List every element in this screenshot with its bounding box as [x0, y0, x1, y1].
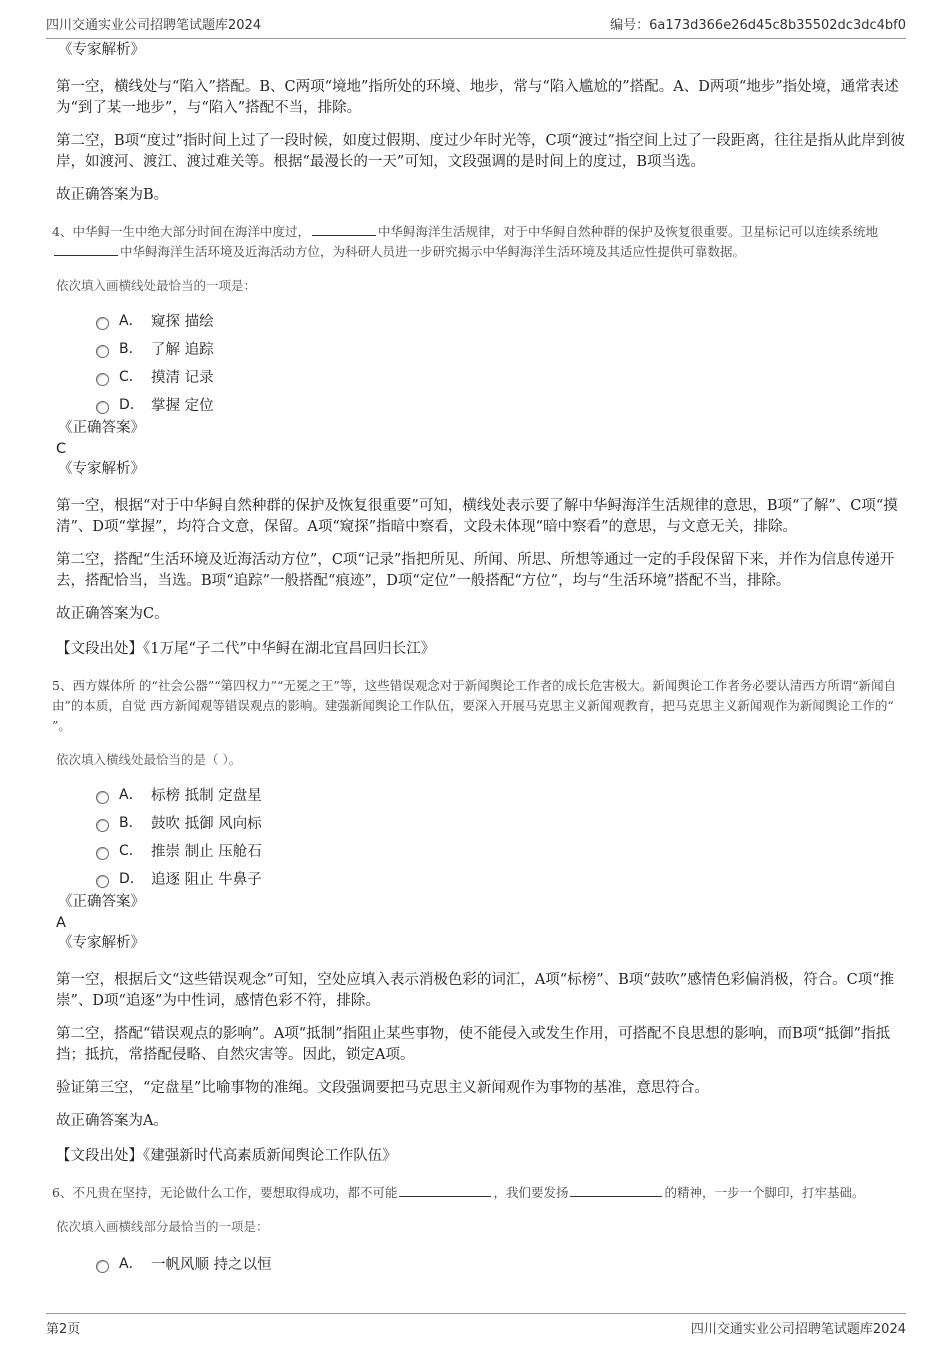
radio-icon[interactable]: [96, 373, 109, 386]
correct-answer: C: [56, 441, 67, 457]
option-text: 追逐 阻止 牛鼻子: [151, 871, 262, 888]
option-text: 标榜 抵制 定盘星: [151, 787, 262, 804]
option-d[interactable]: [96, 864, 906, 892]
option-a[interactable]: [96, 306, 906, 334]
option-b[interactable]: [96, 808, 906, 836]
question-5-text: 5、西方媒体所 的“社会公器”“第四权力”“无冕之王”等，这些错误观念对于新闻舆论工作者的成长危害极大。新闻舆论工作者务必要认清西方所谓“新闻自由”的本质，自觉 西方新闻观等错误观点的影响。建强新闻舆论工作队伍，要深入开展马克思主义新闻观教育，把马克思主义新闻观作为新闻舆论工作的“ ”。: [52, 678, 897, 733]
radio-icon[interactable]: [96, 875, 109, 888]
analysis-paragraph: 第二空，搭配“生活环境及近海活动方位”，C项“记录”指把所见、所闻、所思、所想等通过一定的手段保留下来，并作为信息传递开去，搭配恰当，当选。B项“追踪”一般搭配“痕迹”，D项“定位”一般搭配“方位”，均与“生活环境”搭配不当，排除。: [56, 552, 895, 589]
source-citation: 【文段出处】《1万尾“子二代”中华鲟在湖北宜昌回归长江》: [56, 641, 436, 657]
option-text: 推崇 制止 压舱石: [151, 843, 262, 860]
option-letter: B．: [119, 815, 143, 831]
expert-analysis-label: 《专家解析》: [58, 461, 145, 477]
correct-answer-label: 《正确答案》: [58, 894, 145, 910]
expert-analysis-label: 《专家解析》: [58, 935, 145, 951]
page-header: [46, 14, 906, 39]
source-citation: 【文段出处】《建强新时代高素质新闻舆论工作队伍》: [56, 1148, 397, 1164]
blank: [312, 223, 376, 236]
radio-icon[interactable]: [96, 791, 109, 804]
radio-icon[interactable]: [96, 819, 109, 832]
expert-analysis-label: 《专家解析》: [58, 42, 145, 58]
analysis-paragraph: 第二空，搭配“错误观点的影响”。A项“抵制”指阻止某些事物，使不能侵入或发生作用，可搭配不良思想的影响，而B项“抵御”指抵挡；抵抗，常搭配侵略、自然灾害等。因此，锁定A项。: [56, 1026, 891, 1063]
blank: [54, 243, 118, 256]
question-4-text-a: 4、中华鲟一生中绝大部分时间在海洋中度过，: [52, 224, 310, 239]
option-d[interactable]: [96, 390, 906, 418]
option-text: 摸清 记录: [151, 369, 214, 386]
page-content: [46, 40, 906, 1277]
question-6-text-a: 6、不凡贵在坚持，无论做什么工作，要想取得成功，都不可能: [52, 1185, 398, 1200]
question-5-options: [96, 780, 906, 892]
option-text: 鼓吹 抵御 风向标: [151, 815, 262, 832]
question-6-text-c: 的精神，一步一个脚印，打牢基础。: [664, 1185, 865, 1200]
footer-title: 四川交通实业公司招聘笔试题库2024: [690, 1322, 906, 1337]
question-5-instruction: 依次填入横线处最恰当的是（ ）。: [56, 752, 242, 767]
page-footer: [46, 1313, 906, 1337]
blank: [399, 1184, 491, 1197]
option-b[interactable]: [96, 334, 906, 362]
option-letter: C．: [119, 843, 143, 859]
option-letter: A．: [119, 1256, 143, 1272]
question-6-text: [52, 1183, 906, 1203]
analysis-paragraph: 验证第三空，“定盘星”比喻事物的准绳。文段强调要把马克思主义新闻观作为事物的基准，意思符合。: [56, 1080, 709, 1096]
option-letter: A．: [119, 787, 143, 803]
radio-icon[interactable]: [96, 847, 109, 860]
question-6-text-b: ，我们要发扬: [493, 1185, 569, 1200]
option-letter: D．: [119, 871, 144, 887]
question-6-instruction: 依次填入画横线部分最恰当的一项是：: [56, 1219, 269, 1234]
blank: [570, 1184, 662, 1197]
analysis-paragraph: 第一空，根据后文“这些错误观念”可知，空处应填入表示消极色彩的词汇，A项“标榜”、B项“鼓吹”感情色彩偏消极，符合。C项“推崇”、D项“追逐”为中性词，感情色彩不符，排除。: [56, 972, 895, 1009]
option-a[interactable]: [96, 780, 906, 808]
option-text: 窥探 描绘: [151, 313, 214, 330]
option-letter: A．: [119, 313, 143, 329]
option-letter: D．: [119, 397, 144, 413]
question-4-text-c: 中华鲟海洋生活环境及近海活动方位，为科研人员进一步研究揭示中华鲟海洋生活环境及其适应性提供可靠数据。: [120, 244, 746, 259]
option-c[interactable]: [96, 362, 906, 390]
analysis-conclusion: 故正确答案为B。: [56, 187, 169, 203]
page-number: 第2页: [46, 1322, 81, 1337]
analysis-paragraph: 第一空，横线处与“陷入”搭配。B、C两项“境地”指所处的环境、地步，常与“陷入尴尬的”搭配。A、D两项“地步”指处境，通常表述为“到了某一地步”，与“陷入”搭配不当，排除。: [56, 79, 899, 116]
option-c[interactable]: [96, 836, 906, 864]
question-4-text-b: 中华鲟海洋生活规律，对于中华鲟自然种群的保护及恢复很重要。卫星标记可以连续系统地: [377, 224, 878, 239]
header-title: 四川交通实业公司招聘笔试题库2024: [46, 18, 262, 33]
analysis-paragraph: 第一空，根据“对于中华鲟自然种群的保护及恢复很重要”可知，横线处表示要了解中华鲟海洋生活规律的意思，B项“了解”、C项“摸清”、D项“掌握”，均符合文意，保留。A项“窥探”指暗中察看，文段未体现“暗中察看”的意思，与文意无关，排除。: [56, 498, 898, 535]
correct-answer: A: [56, 915, 66, 931]
question-4-text: [52, 222, 906, 262]
analysis-conclusion: 故正确答案为C。: [56, 606, 169, 622]
question-6-options: [96, 1249, 906, 1277]
radio-icon[interactable]: [96, 401, 109, 414]
analysis-conclusion: 故正确答案为A。: [56, 1113, 168, 1129]
radio-icon[interactable]: [96, 1260, 109, 1273]
option-text: 掌握 定位: [151, 397, 214, 414]
radio-icon[interactable]: [96, 345, 109, 358]
option-text: 了解 追踪: [151, 341, 214, 358]
question-4-options: [96, 306, 906, 418]
radio-icon[interactable]: [96, 317, 109, 330]
analysis-paragraph: 第二空，B项“度过”指时间上过了一段时候，如度过假期、度过少年时光等，C项“渡过”指空间上过了一段距离，往往是指从此岸到彼岸，如渡河、渡江、渡过难关等。根据“最漫长的一天”可知，文段强调的是时间上的度过，B项当选。: [56, 133, 905, 170]
correct-answer-label: 《正确答案》: [58, 420, 145, 436]
option-letter: C．: [119, 369, 143, 385]
header-doc-id: 编号：6a173d366e26d45c8b35502dc3dc4bf0: [610, 18, 906, 33]
option-letter: B．: [119, 341, 143, 357]
question-4-instruction: 依次填入画横线处最恰当的一项是：: [56, 278, 257, 293]
option-a[interactable]: [96, 1249, 906, 1277]
option-text: 一帆风顺 持之以恒: [151, 1256, 272, 1273]
